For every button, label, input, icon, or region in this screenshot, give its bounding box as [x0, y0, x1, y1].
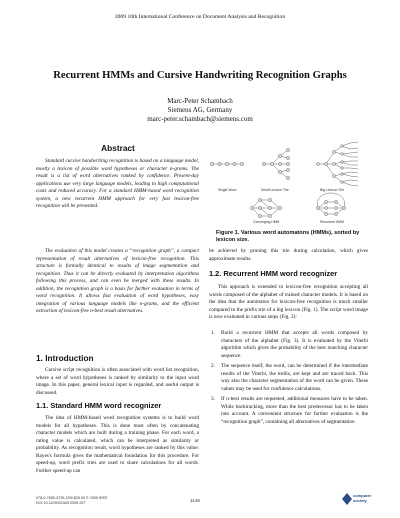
single-word-automaton [210, 162, 243, 165]
recurrent-hmm-paragraph: This approach is extended to lexicon-free recognition accepting all words composed of the alphabet of trained character models. It is based on the idea that the automaton for lexicon-free recognition is much smaller compared to the prefix trie of a big lexicon (Fig. 1). The script word image is now evaluated in various steps (Fig. 2): [209, 284, 368, 321]
abstract-heading: Abstract [101, 143, 135, 153]
subsection-heading-1-1: 1.1. Standard HMM word recognizer [36, 401, 162, 410]
pruning-paragraph: be achieved by pruning this trie during calculation, which gives approximate results. [209, 248, 368, 262]
converging-hmm [250, 198, 281, 217]
logo-text-computer: computer [353, 493, 372, 498]
computer-society-logo [342, 492, 372, 506]
author-affiliation: Siemens AG, Germany [167, 106, 233, 114]
logo-text-society: society [353, 497, 367, 503]
label-recurrent: Recurrent HMM [320, 220, 344, 224]
abstract-paragraph-2: The evaluation of this model creates a “recognition graph”, a compact representation of result alternatives of lexicon-free recognition. This structure is formally identical to results of image segmentation and recognition. Thus it can be directly evaluated by interpretation algorithms following this process, and can even be merged with these results. In addition, the recognition graph is a basis for further evaluation in terms of word recognition. It allows fast evaluation of word hypotheses, easy integration of various language models like n-grams, and the efficient extraction of lexicon-free n-best result alternatives. [36, 248, 199, 315]
ieee-diamond-icon [342, 493, 352, 505]
figure-1-caption: Figure 1. Various word automatons (HMMs), sorted by lexicon size. [216, 230, 360, 244]
label-big-trie: Big Lexicon Trie [320, 188, 345, 192]
label-single-word: Single Word [218, 188, 237, 192]
conference-header: 2009 10th International Conference on Document Analysis and Recognition [114, 14, 286, 20]
evaluation-steps-list [209, 330, 368, 430]
step-1-text: Build a recurrent HMM that accepts all words composed by characters of the alphabet (Fig. 3). It is evaluated by the Viterbi algorithm which gives the probability of the best matching character sequence. [221, 330, 368, 359]
author-email: marc-peter.schambach@siemens.com [147, 115, 253, 123]
label-small-trie: Small Lexicon Trie [261, 188, 289, 192]
list-item: 1. Build a recurrent HMM that accepts all words composed by characters of the alphabet (Fig. 3). It is evaluated by the Viterbi algorithm which gives the probability of the best matching character sequence. [211, 330, 368, 359]
recurrent-hmm [316, 193, 345, 216]
word-automatons-figure [208, 140, 370, 224]
label-converging: Converging HMM [253, 220, 280, 224]
doi-line: DOI 10.1109/ICDAR.2009.257 [36, 501, 86, 505]
page-number: 1146 [190, 498, 200, 503]
list-item: 3. If n-best results are requested, additional measures have to be taken. While backtracking, more than the best predecessor has to be taken into account. A convenient structure for further evaluation is the “recognition graph”, containing all alternatives of segmentation [211, 396, 368, 426]
subsection-heading-1-2: 1.2. Recurrent HMM word recognizer [209, 269, 338, 278]
paper-title: Recurrent HMMs and Cursive Handwriting Recognition Graphs [53, 70, 347, 81]
introduction-heading: 1. Introduction [36, 353, 94, 363]
step-3-text: If n-best results are requested, additional measures have to be taken. While backtracking, more than the best predecessor has to be taken into account. A convenient structure for further evaluation is the “recognition graph”, containing all alternatives of segmentation [221, 396, 368, 426]
copyright-line: 978-0-7695-3725-2/09 $25.00 © 2009 IEEE [36, 496, 108, 500]
big-lexicon-trie [317, 142, 359, 186]
standard-hmm-paragraph: The idea of HMM-based word recognition systems is to build word models for all hypotheses. This is done most often by concatenating character models which are built during a training phase. For each word, a rating value is calculated, which can be interpreted as similarity or probability. As recognition result, word hypotheses are ranked by this value. Bayes's formula gives the mathematical foundation for this procedure. For speed-up, word prefix tries are used to share calculations for all words. Further speed-up can [36, 415, 199, 474]
step-2-text: The sequence itself, the word, can be determined if the intermediate results of the Viterbi, the trellis, are kept and are traced back. This way also the character segmentation of the word can be given. These values may be used for confidence calculations. [221, 363, 368, 392]
small-lexicon-trie [262, 148, 289, 179]
abstract-paragraph-1: Standard cursive handwriting recognition is based on a language model, mostly a lexicon of possible word hypotheses or character n-grams. The result is a list of word alternatives ranked by confidence. Present-day applications use very large language models, leading to high computational costs and reduced accuracy. For a standard HMM-based word recognition system, a new recurrent HMM approach for very fast lexicon-free recognition will be presented. [36, 158, 199, 210]
list-item: 2. The sequence itself, the word, can be determined if the intermediate results of the Viterbi, the trellis, are kept and are traced back. This way also the character segmentation of the word can be given. These values may be used for confidence calculations. [211, 363, 368, 392]
author-name: Marc-Peter Schambach [167, 97, 233, 105]
introduction-paragraph: Cursive script recognition is often associated with word list recognition, where a set of word hypotheses is ranked by similarity to the input word image. In this paper, general lexical input is regarded, and useful output is discussed. [36, 367, 199, 396]
